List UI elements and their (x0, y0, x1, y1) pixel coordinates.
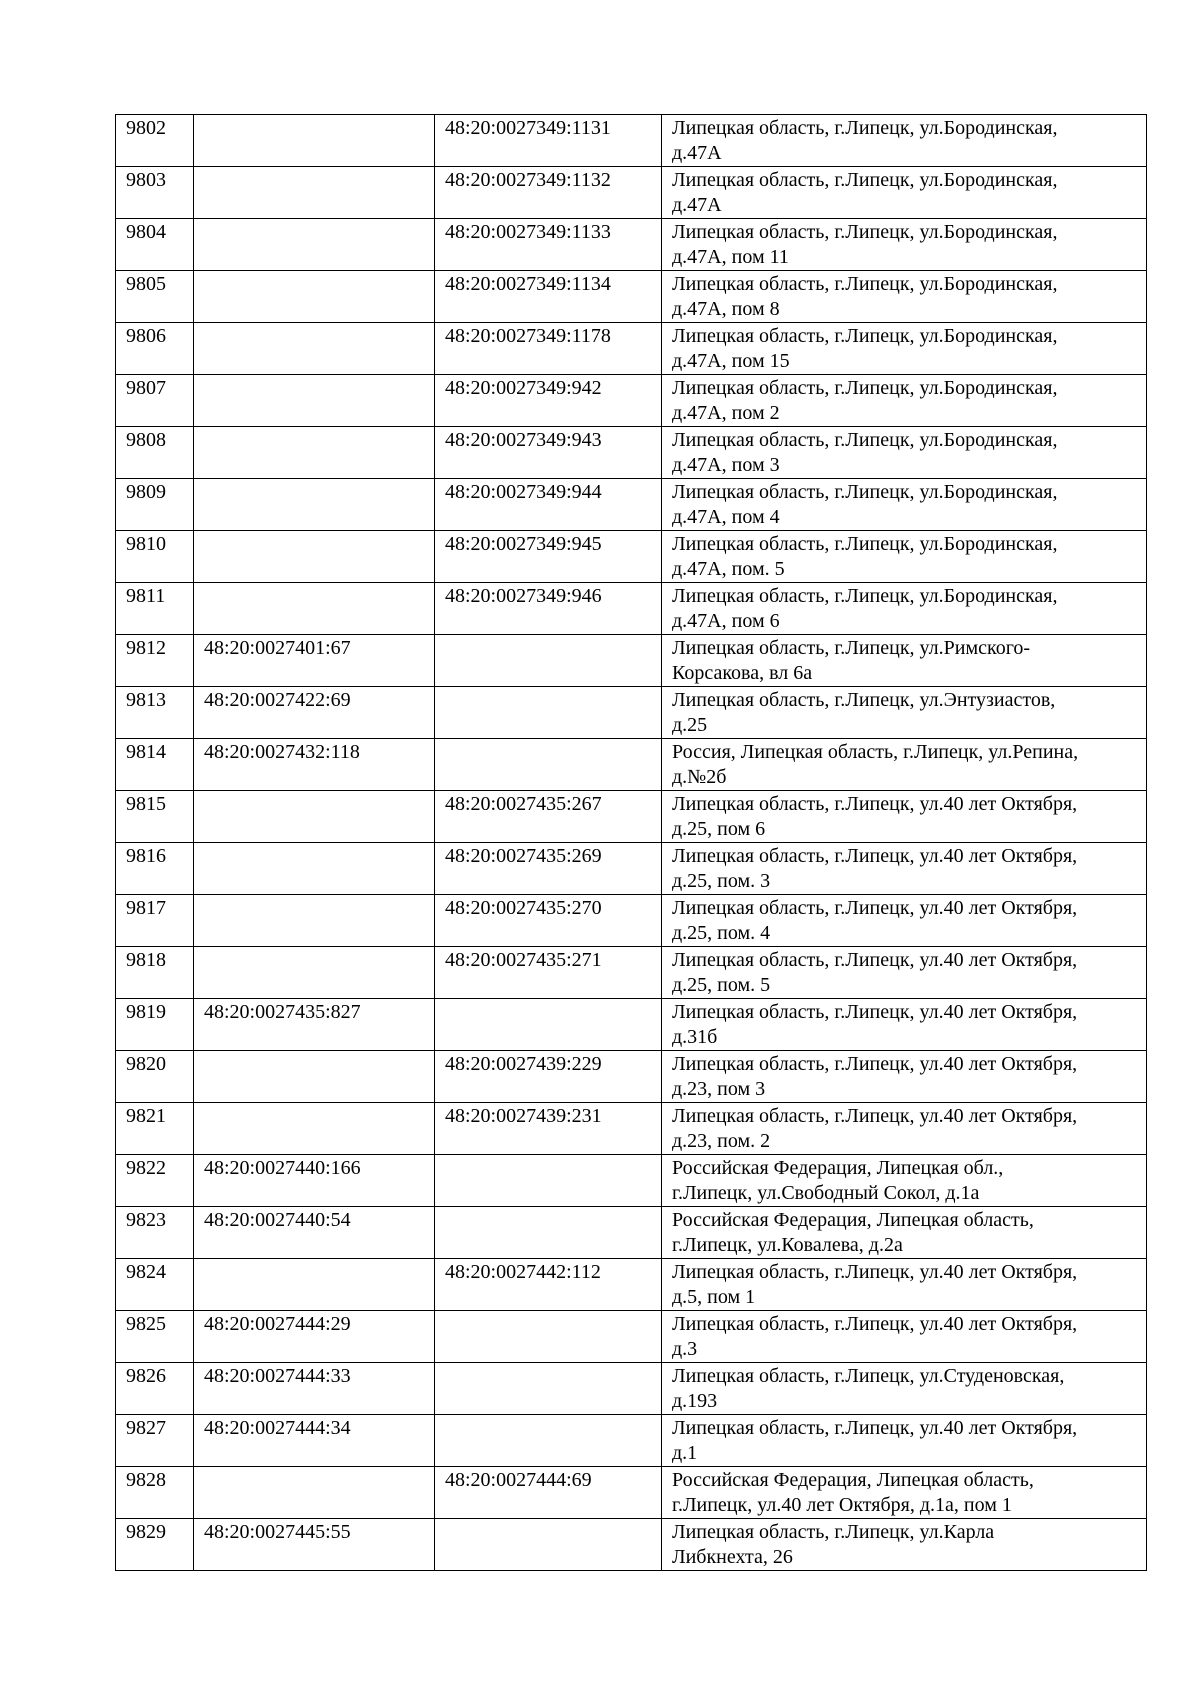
address-line-2: д.25 (672, 714, 708, 736)
row-number-cell: 9810 (116, 531, 194, 583)
table-row (116, 999, 1147, 1051)
address-line-2: д.23, пом 3 (672, 1078, 766, 1100)
land-cadastral-number-cell (194, 375, 435, 427)
land-cadastral-number-cell (194, 1103, 435, 1155)
address-line-1: Липецкая область, г.Липецк, ул.40 лет Октября, (672, 1001, 1078, 1023)
table-row (116, 1415, 1147, 1467)
row-number-cell: 9809 (116, 479, 194, 531)
address-line-1: Липецкая область, г.Липецк, ул.40 лет Октября, (672, 1053, 1078, 1075)
table-row (116, 1259, 1147, 1311)
table-row (116, 583, 1147, 635)
table-row (116, 375, 1147, 427)
table-row (116, 531, 1147, 583)
land-cadastral-number-cell: 48:20:0027444:33 (194, 1363, 435, 1415)
land-cadastral-number-cell: 48:20:0027435:827 (194, 999, 435, 1051)
row-number-cell: 9819 (116, 999, 194, 1051)
land-cadastral-number-cell (194, 583, 435, 635)
row-number-cell: 9817 (116, 895, 194, 947)
object-cadastral-number-cell (435, 635, 662, 687)
object-cadastral-number-cell (435, 1363, 662, 1415)
row-number-cell: 9804 (116, 219, 194, 271)
row-number-cell: 9816 (116, 843, 194, 895)
table-row (116, 271, 1147, 323)
address-line-1: Липецкая область, г.Липецк, ул.Студеновская, (672, 1365, 1065, 1387)
table-row (116, 323, 1147, 375)
address-cell (662, 635, 1147, 687)
land-cadastral-number-cell: 48:20:0027422:69 (194, 687, 435, 739)
address-line-1: Липецкая область, г.Липецк, ул.40 лет Октября, (672, 1261, 1078, 1283)
address-line-2: д.47А (672, 142, 722, 164)
address-line-1: Липецкая область, г.Липецк, ул.Бородинская, (672, 117, 1058, 139)
land-cadastral-number-cell (194, 1467, 435, 1519)
row-number-cell: 9807 (116, 375, 194, 427)
object-cadastral-number-cell: 48:20:0027435:270 (435, 895, 662, 947)
address-line-2: д.47А, пом 6 (672, 610, 780, 632)
object-cadastral-number-cell: 48:20:0027442:112 (435, 1259, 662, 1311)
address-cell (662, 947, 1147, 999)
address-line-1: Российская Федерация, Липецкая область, (672, 1469, 1034, 1491)
row-number-cell: 9813 (116, 687, 194, 739)
object-cadastral-number-cell: 48:20:0027444:69 (435, 1467, 662, 1519)
land-cadastral-number-cell: 48:20:0027440:54 (194, 1207, 435, 1259)
address-line-1: Липецкая область, г.Липецк, ул.40 лет Октября, (672, 949, 1078, 971)
address-line-2: д.3 (672, 1338, 698, 1360)
land-cadastral-number-cell (194, 271, 435, 323)
row-number-cell: 9828 (116, 1467, 194, 1519)
object-cadastral-number-cell: 48:20:0027349:946 (435, 583, 662, 635)
land-cadastral-number-cell: 48:20:0027444:34 (194, 1415, 435, 1467)
address-line-2: д.47А, пом 4 (672, 506, 780, 528)
row-number-cell: 9815 (116, 791, 194, 843)
table-row (116, 1051, 1147, 1103)
address-cell (662, 1103, 1147, 1155)
address-line-2: д.25, пом. 3 (672, 870, 771, 892)
address-line-1: Липецкая область, г.Липецк, ул.Бородинская, (672, 273, 1058, 295)
land-cadastral-number-cell (194, 843, 435, 895)
row-number-cell: 9818 (116, 947, 194, 999)
address-line-1: Липецкая область, г.Липецк, ул.Бородинская, (672, 533, 1058, 555)
address-cell (662, 375, 1147, 427)
object-cadastral-number-cell (435, 1415, 662, 1467)
table-row (116, 1467, 1147, 1519)
land-cadastral-number-cell (194, 479, 435, 531)
land-cadastral-number-cell: 48:20:0027432:118 (194, 739, 435, 791)
address-line-2: д.1 (672, 1442, 698, 1464)
object-cadastral-number-cell (435, 999, 662, 1051)
table-row (116, 895, 1147, 947)
address-cell (662, 271, 1147, 323)
table-row (116, 1519, 1147, 1571)
land-cadastral-number-cell (194, 115, 435, 167)
address-cell (662, 895, 1147, 947)
address-line-1: Липецкая область, г.Липецк, ул.40 лет Октября, (672, 1417, 1078, 1439)
row-number-cell: 9805 (116, 271, 194, 323)
object-cadastral-number-cell (435, 687, 662, 739)
land-cadastral-number-cell: 48:20:0027444:29 (194, 1311, 435, 1363)
address-line-2: д.47А, пом 2 (672, 402, 780, 424)
object-cadastral-number-cell: 48:20:0027349:1131 (435, 115, 662, 167)
address-cell (662, 323, 1147, 375)
address-cell (662, 1467, 1147, 1519)
address-cell (662, 1311, 1147, 1363)
address-line-2: д.47А (672, 194, 722, 216)
address-line-1: Липецкая область, г.Липецк, ул.40 лет Октября, (672, 1105, 1078, 1127)
address-line-2: д.193 (672, 1390, 718, 1412)
address-cell (662, 1363, 1147, 1415)
address-line-2: г.Липецк, ул.Свободный Сокол, д.1а (672, 1182, 980, 1204)
object-cadastral-number-cell: 48:20:0027349:1178 (435, 323, 662, 375)
table-row (116, 1311, 1147, 1363)
land-cadastral-number-cell (194, 219, 435, 271)
land-cadastral-number-cell (194, 167, 435, 219)
row-number-cell: 9821 (116, 1103, 194, 1155)
object-cadastral-number-cell (435, 1519, 662, 1571)
land-cadastral-number-cell (194, 947, 435, 999)
address-line-2: д.47А, пом 15 (672, 350, 790, 372)
address-line-2: д.31б (672, 1026, 718, 1048)
table-row (116, 479, 1147, 531)
address-cell (662, 999, 1147, 1051)
object-cadastral-number-cell: 48:20:0027435:271 (435, 947, 662, 999)
table-row (116, 1103, 1147, 1155)
address-cell (662, 739, 1147, 791)
land-cadastral-number-cell (194, 427, 435, 479)
row-number-cell: 9823 (116, 1207, 194, 1259)
table-row (116, 167, 1147, 219)
address-line-1: Липецкая область, г.Липецк, ул.40 лет Октября, (672, 845, 1078, 867)
land-cadastral-number-cell: 48:20:0027440:166 (194, 1155, 435, 1207)
address-cell (662, 583, 1147, 635)
table-row (116, 739, 1147, 791)
address-cell (662, 219, 1147, 271)
address-cell (662, 115, 1147, 167)
object-cadastral-number-cell: 48:20:0027349:1133 (435, 219, 662, 271)
row-number-cell: 9820 (116, 1051, 194, 1103)
address-line-2: д.5, пом 1 (672, 1286, 756, 1308)
row-number-cell: 9824 (116, 1259, 194, 1311)
table-row (116, 687, 1147, 739)
object-cadastral-number-cell: 48:20:0027349:943 (435, 427, 662, 479)
address-line-2: Корсакова, вл 6а (672, 662, 813, 684)
address-line-1: Российская Федерация, Липецкая область, (672, 1209, 1034, 1231)
address-cell (662, 1155, 1147, 1207)
object-cadastral-number-cell: 48:20:0027349:1134 (435, 271, 662, 323)
row-number-cell: 9826 (116, 1363, 194, 1415)
address-line-2: г.Липецк, ул.Ковалева, д.2а (672, 1234, 903, 1256)
address-cell (662, 1415, 1147, 1467)
object-cadastral-number-cell (435, 1311, 662, 1363)
table-row (116, 427, 1147, 479)
address-line-2: д.47А, пом 3 (672, 454, 780, 476)
address-line-1: Липецкая область, г.Липецк, ул.Карла (672, 1521, 995, 1543)
row-number-cell: 9825 (116, 1311, 194, 1363)
address-line-2: г.Липецк, ул.40 лет Октября, д.1а, пом 1 (672, 1494, 1012, 1516)
land-cadastral-number-cell: 48:20:0027445:55 (194, 1519, 435, 1571)
object-cadastral-number-cell: 48:20:0027439:229 (435, 1051, 662, 1103)
row-number-cell: 9811 (116, 583, 194, 635)
address-cell (662, 427, 1147, 479)
land-cadastral-number-cell (194, 1051, 435, 1103)
row-number-cell: 9814 (116, 739, 194, 791)
table-row (116, 1207, 1147, 1259)
address-line-1: Россия, Липецкая область, г.Липецк, ул.Репина, (672, 741, 1079, 763)
land-cadastral-number-cell (194, 1259, 435, 1311)
address-line-2: д.25, пом. 4 (672, 922, 771, 944)
object-cadastral-number-cell: 48:20:0027439:231 (435, 1103, 662, 1155)
row-number-cell: 9802 (116, 115, 194, 167)
address-line-1: Российская Федерация, Липецкая обл., (672, 1157, 1004, 1179)
table-row (116, 115, 1147, 167)
address-line-1: Липецкая область, г.Липецк, ул.Бородинская, (672, 325, 1058, 347)
row-number-cell: 9822 (116, 1155, 194, 1207)
address-line-1: Липецкая область, г.Липецк, ул.Римского- (672, 637, 1031, 659)
table-row (116, 1155, 1147, 1207)
address-cell (662, 479, 1147, 531)
row-number-cell: 9806 (116, 323, 194, 375)
row-number-cell: 9812 (116, 635, 194, 687)
object-cadastral-number-cell: 48:20:0027435:269 (435, 843, 662, 895)
object-cadastral-number-cell: 48:20:0027349:942 (435, 375, 662, 427)
object-cadastral-number-cell: 48:20:0027349:944 (435, 479, 662, 531)
address-line-2: д.23, пом. 2 (672, 1130, 771, 1152)
object-cadastral-number-cell: 48:20:0027349:945 (435, 531, 662, 583)
row-number-cell: 9803 (116, 167, 194, 219)
address-cell (662, 1207, 1147, 1259)
table-row (116, 635, 1147, 687)
address-line-1: Липецкая область, г.Липецк, ул.Бородинская, (672, 169, 1058, 191)
address-cell (662, 167, 1147, 219)
object-cadastral-number-cell (435, 1155, 662, 1207)
table-row (116, 947, 1147, 999)
registry-table-body (116, 115, 1147, 1571)
object-cadastral-number-cell (435, 739, 662, 791)
land-cadastral-number-cell (194, 531, 435, 583)
address-cell (662, 791, 1147, 843)
address-line-1: Липецкая область, г.Липецк, ул.Энтузиастов, (672, 689, 1056, 711)
address-cell (662, 687, 1147, 739)
address-line-2: д.47А, пом. 5 (672, 558, 785, 580)
address-cell (662, 1519, 1147, 1571)
land-cadastral-number-cell: 48:20:0027401:67 (194, 635, 435, 687)
address-line-1: Липецкая область, г.Липецк, ул.Бородинская, (672, 221, 1058, 243)
address-line-1: Липецкая область, г.Липецк, ул.40 лет Октября, (672, 897, 1078, 919)
object-cadastral-number-cell: 48:20:0027435:267 (435, 791, 662, 843)
table-row (116, 843, 1147, 895)
address-cell (662, 843, 1147, 895)
address-line-1: Липецкая область, г.Липецк, ул.Бородинская, (672, 481, 1058, 503)
table-row (116, 219, 1147, 271)
object-cadastral-number-cell: 48:20:0027349:1132 (435, 167, 662, 219)
address-cell (662, 1259, 1147, 1311)
address-line-1: Липецкая область, г.Липецк, ул.Бородинская, (672, 429, 1058, 451)
land-cadastral-number-cell (194, 323, 435, 375)
object-cadastral-number-cell (435, 1207, 662, 1259)
address-line-2: Либкнехта, 26 (672, 1546, 793, 1568)
address-line-1: Липецкая область, г.Липецк, ул.Бородинская, (672, 585, 1058, 607)
address-line-2: д.47А, пом 8 (672, 298, 780, 320)
land-cadastral-number-cell (194, 895, 435, 947)
address-line-1: Липецкая область, г.Липецк, ул.40 лет Октября, (672, 1313, 1078, 1335)
table-row (116, 1363, 1147, 1415)
land-cadastral-number-cell (194, 791, 435, 843)
address-line-2: д.47А, пом 11 (672, 246, 789, 268)
address-line-2: д.25, пом. 5 (672, 974, 771, 996)
row-number-cell: 9808 (116, 427, 194, 479)
address-line-1: Липецкая область, г.Липецк, ул.Бородинская, (672, 377, 1058, 399)
address-cell (662, 531, 1147, 583)
row-number-cell: 9827 (116, 1415, 194, 1467)
address-cell (662, 1051, 1147, 1103)
table-row (116, 791, 1147, 843)
address-line-1: Липецкая область, г.Липецк, ул.40 лет Октября, (672, 793, 1078, 815)
registry-table (115, 114, 1147, 1571)
address-line-2: д.25, пом 6 (672, 818, 766, 840)
row-number-cell: 9829 (116, 1519, 194, 1571)
address-line-2: д.№2б (672, 766, 727, 788)
